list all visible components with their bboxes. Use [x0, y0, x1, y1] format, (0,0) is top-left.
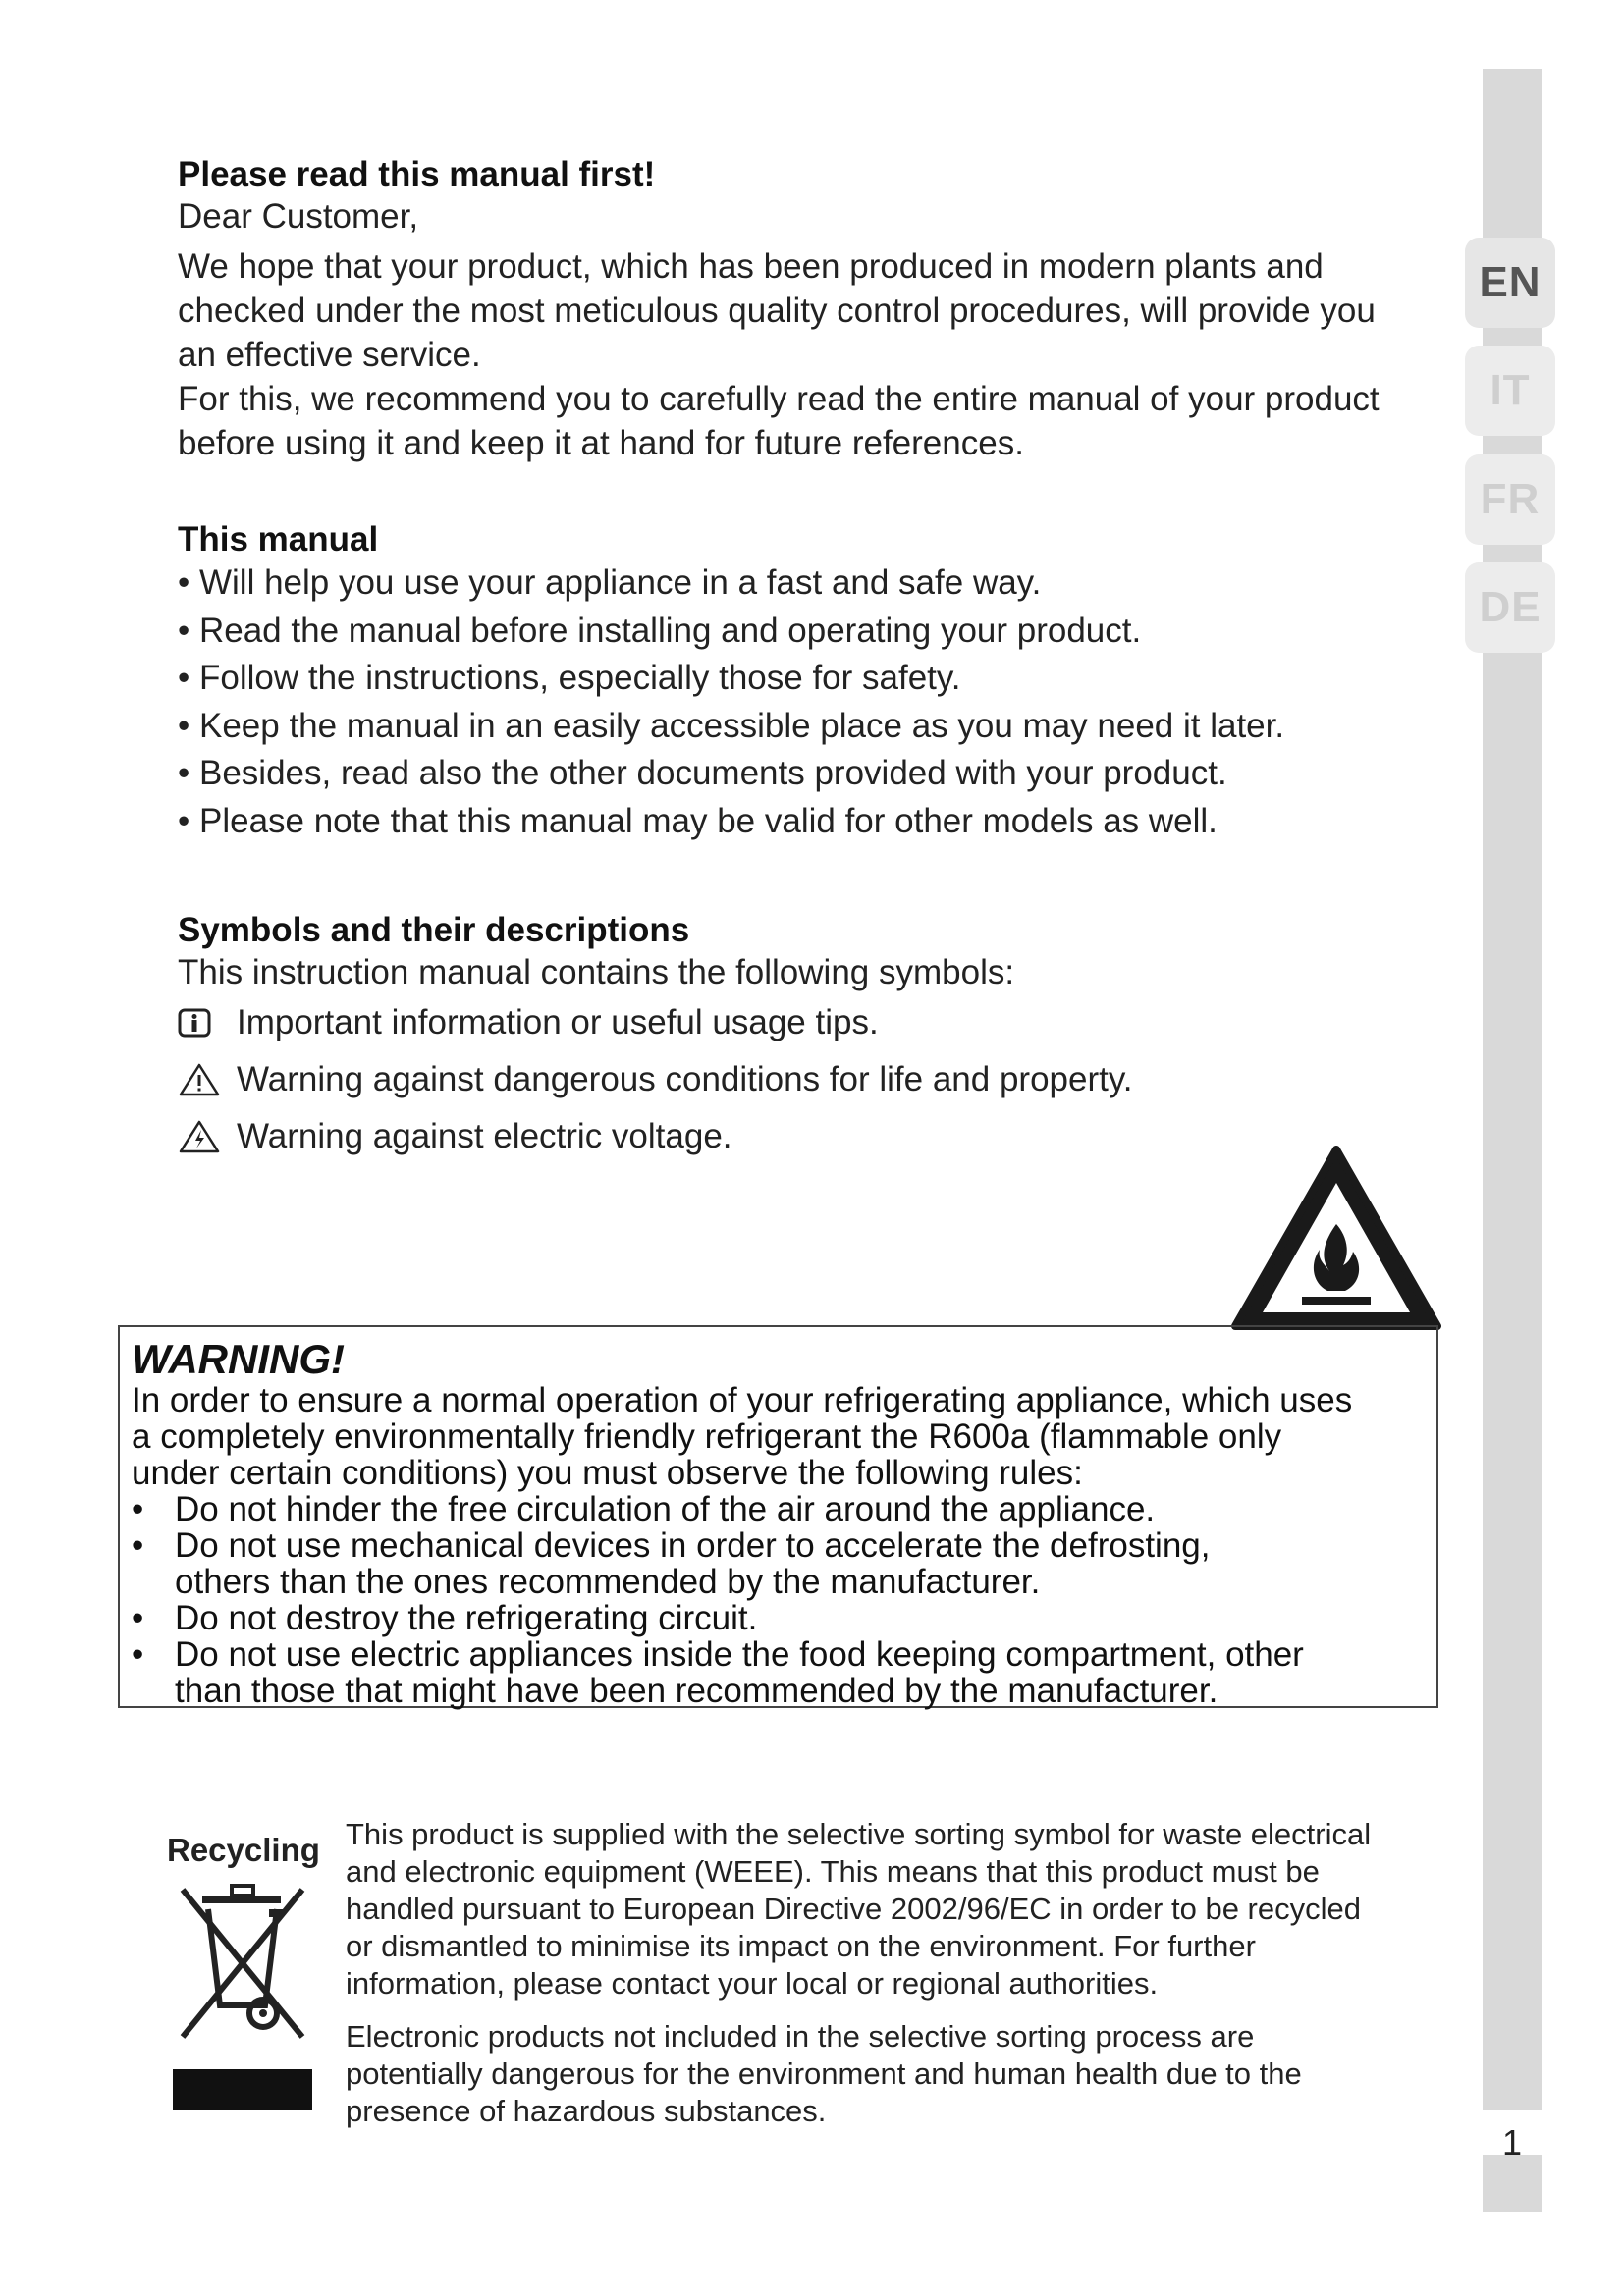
rule-line: others than the ones recommended by the manufacturer.: [175, 1563, 1041, 1601]
weee-black-bar: [173, 2069, 312, 2110]
symbols-section: [178, 911, 1454, 1165]
warning-intro-line: a completely environmentally friendly refrigerant the R600a (flammable only: [132, 1417, 1282, 1456]
rule-line: Do not destroy the refrigerating circuit.: [175, 1599, 758, 1637]
list-item: • Follow the instructions, especially those for safety.: [178, 659, 961, 697]
intro-para2-line: For this, we recommend you to carefully read the entire manual of your product: [178, 380, 1380, 418]
lang-tab-it[interactable]: IT: [1465, 346, 1555, 436]
symbol-row: [178, 1051, 1454, 1108]
rule-line: Do not hinder the free circulation of the air around the appliance.: [175, 1490, 1156, 1528]
warning-box: [118, 1325, 1438, 1708]
warning-rules-list: [132, 1491, 1427, 1709]
intro-para1-line: an effective service.: [178, 336, 481, 374]
recycling-label: Recycling: [167, 1832, 320, 1868]
list-item: • Please note that this manual may be valid for other models as well.: [178, 801, 1218, 840]
recycling-para1-line: and electronic equipment (WEEE). This means that this product must be: [346, 1854, 1320, 1889]
rule-line: • Do not use mechanical devices in order to accelerate the defrosting,: [175, 1526, 1211, 1565]
symbol-row: [178, 994, 1454, 1051]
recycling-para2-line: Electronic products not included in the selective sorting process are: [346, 2019, 1255, 2054]
warning-title: WARNING!: [132, 1336, 345, 1382]
intro-para1-line: checked under the most meticulous quality control procedures, will provide you: [178, 292, 1376, 330]
intro-para2-line: before using it and keep it at hand for future references.: [178, 424, 1024, 462]
symbol-description: Important information or useful usage tips.: [237, 1003, 879, 1041]
list-item: [175, 1491, 1427, 1527]
list-item: • Will help you use your appliance in a fast and safe way.: [178, 563, 1042, 602]
recycling-para1-line: This product is supplied with the selective sorting symbol for waste electrical: [346, 1817, 1372, 1851]
symbols-heading: Symbols and their descriptions: [178, 911, 690, 949]
rule-line: • Do not use electric appliances inside the food keeping compartment, other: [175, 1635, 1304, 1674]
intro-section: [178, 155, 1454, 465]
warning-triangle-icon: [178, 1062, 237, 1097]
page-number: 1: [1501, 2122, 1523, 2163]
lang-tab-de[interactable]: DE: [1465, 562, 1555, 653]
flammable-warning-icon: [1229, 1144, 1443, 1337]
recycling-para2-line: potentially dangerous for the environment and human health due to the: [346, 2056, 1302, 2091]
list-item: • Read the manual before installing and operating your product.: [178, 611, 1142, 650]
recycling-text: [346, 1816, 1445, 2130]
manual-bullet-list: [178, 560, 1454, 845]
symbols-intro: This instruction manual contains the following symbols:: [178, 953, 1015, 991]
warning-intro-line: under certain conditions) you must observe the following rules:: [132, 1454, 1083, 1492]
lang-tab-en[interactable]: EN: [1465, 238, 1555, 328]
warning-intro-line: In order to ensure a normal operation of your refrigerating appliance, which uses: [132, 1381, 1353, 1419]
info-icon: [178, 1008, 237, 1038]
recycling-para1-line: information, please contact your local or regional authorities.: [346, 1966, 1159, 2001]
rule-line: than those that might have been recommended by the manufacturer.: [175, 1672, 1218, 1710]
list-item: [175, 1527, 1427, 1600]
recycling-para2-line: presence of hazardous substances.: [346, 2094, 827, 2128]
list-item: [175, 1636, 1427, 1709]
symbol-description: Warning against electric voltage.: [237, 1117, 732, 1155]
recycling-para1-line: or dismantled to minimise its impact on the environment. For further: [346, 1929, 1256, 1963]
list-item: • Besides, read also the other documents provided with your product.: [178, 754, 1227, 792]
manual-heading: This manual: [178, 520, 379, 559]
manual-section: [178, 520, 1454, 845]
lang-tab-fr[interactable]: FR: [1465, 454, 1555, 545]
electric-warning-icon: [178, 1119, 237, 1154]
recycling-para1-line: handled pursuant to European Directive 2002/96/EC in order to be recycled: [346, 1892, 1361, 1926]
intro-heading: Please read this manual first!: [178, 155, 656, 193]
list-item: [175, 1600, 1427, 1636]
intro-para1-line: We hope that your product, which has been produced in modern plants and: [178, 247, 1324, 286]
symbol-description: Warning against dangerous conditions for life and property.: [237, 1060, 1133, 1098]
greeting: Dear Customer,: [178, 197, 419, 236]
weee-bin-icon: [173, 1880, 312, 2054]
list-item: • Keep the manual in an easily accessible place as you may need it later.: [178, 706, 1285, 745]
